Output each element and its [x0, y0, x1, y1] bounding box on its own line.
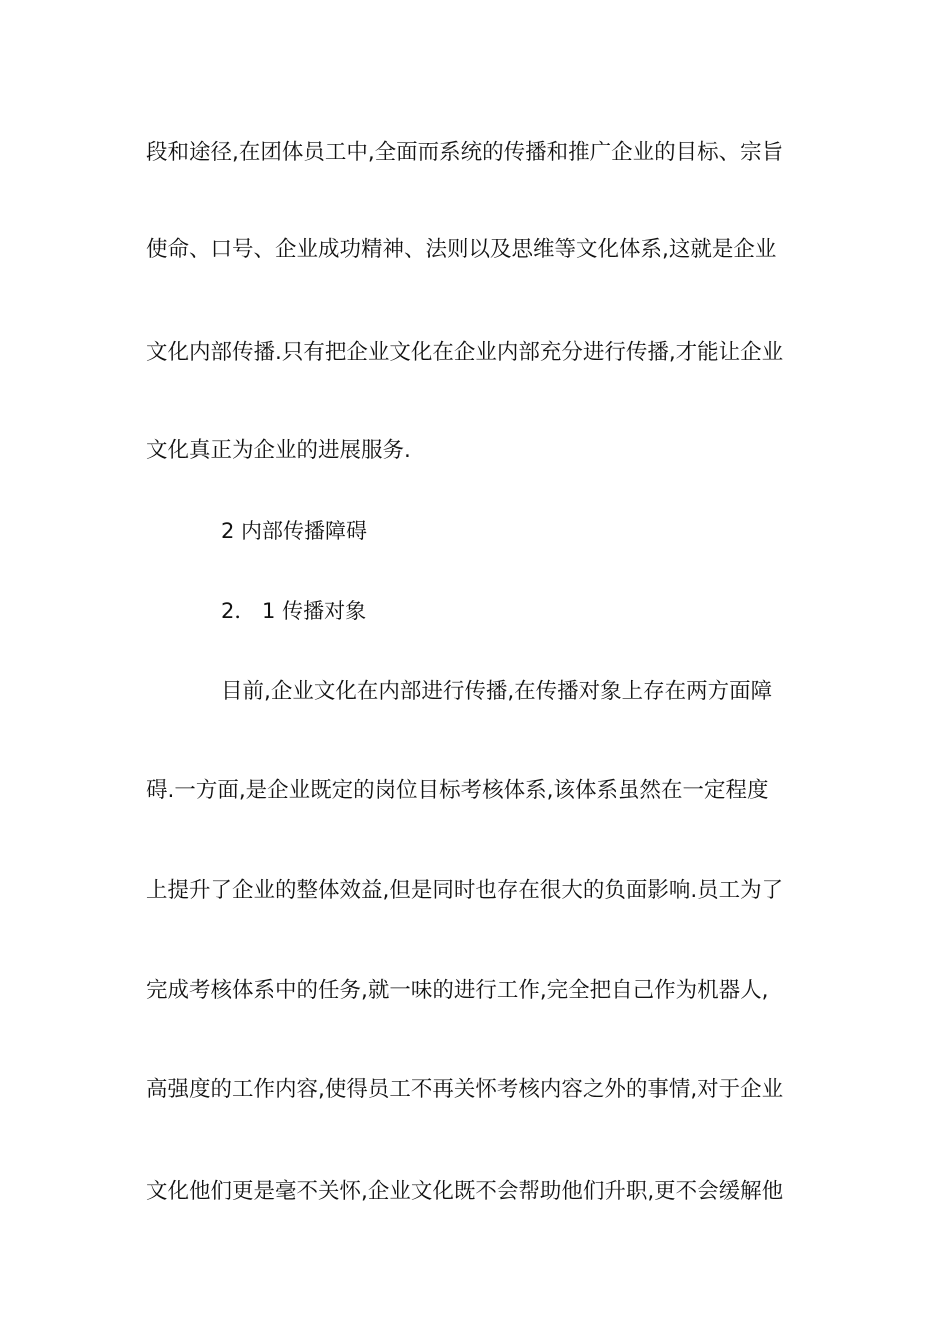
paragraph-first-line: 目前,企业文化在内部进行传播,在传播对象上存在两方面障: [221, 679, 773, 704]
text-line: 段和途径,在团体员工中,全面而系统的传播和推广企业的目标、宗旨: [146, 140, 784, 165]
text-line: 完成考核体系中的任务,就一味的进行工作,完全把自己作为机器人,: [146, 978, 769, 1003]
subsection-heading: 2． 1 传播对象: [221, 599, 367, 623]
section-heading: 2 内部传播障碍: [221, 519, 368, 543]
text-line: 碍.一方面,是企业既定的岗位目标考核体系,该体系虽然在一定程度: [146, 778, 769, 803]
text-line: 使命、口号、企业成功精神、法则以及思维等文化体系,这就是企业: [146, 237, 777, 262]
text-line: 文化真正为企业的进展服务.: [146, 438, 411, 463]
text-line: 高强度的工作内容,使得员工不再关怀考核内容之外的事情,对于企业: [146, 1077, 784, 1102]
text-line: 文化内部传播.只有把企业文化在企业内部充分进行传播,才能让企业: [146, 340, 784, 365]
text-line: 文化他们更是毫不关怀,企业文化既不会帮助他们升职,更不会缓解他: [146, 1179, 784, 1204]
text-line: 上提升了企业的整体效益,但是同时也存在很大的负面影响.员工为了: [146, 878, 784, 903]
